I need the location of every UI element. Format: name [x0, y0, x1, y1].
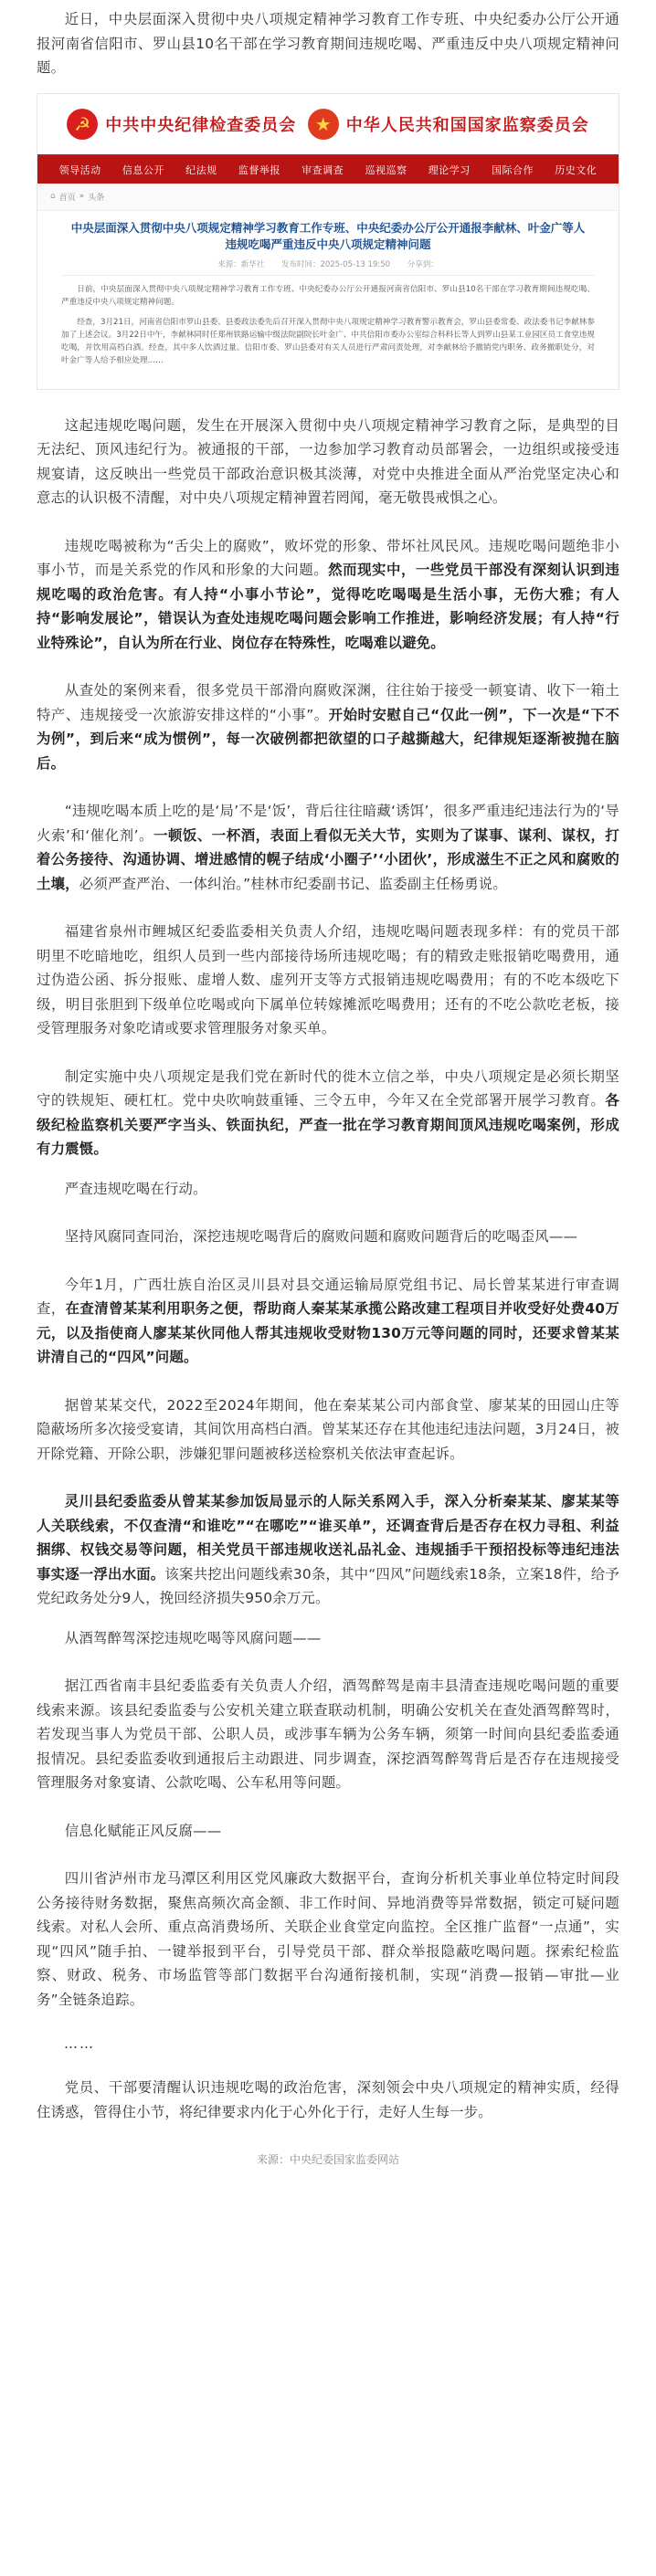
text-run: 制定实施中央八项规定是我们党在新时代的徙木立信之举，中央八项规定是必须长期坚守的铁规矩、硬杠杠。党中央吹响鼓重锤、三令五申，今年又在全党部署开展学习教育。	[37, 1067, 619, 1109]
nav-item: 国际合作	[491, 163, 534, 176]
crumb-separator: »	[79, 192, 85, 201]
figure-meta	[61, 258, 595, 276]
intro-paragraph: 近日，中央层面深入贯彻中央八项规定精神学习教育工作专班、中央纪委办公厅公开通报河南省信阳市、罗山县10名干部在学习教育期间违规吃喝、严重违反中央八项规定精神问题。	[37, 11, 619, 76]
paragraph	[0, 1489, 656, 1611]
nav-item: 领导活动	[58, 163, 101, 176]
crumb-page: 头条	[88, 193, 105, 203]
paragraph: 据江西省南丰县纪委监委有关负责人介绍，酒驾醉驾是南丰县清查违规吃喝问题的重要线索来源。该县纪委监委与公安机关建立联查联动机制，明确公安机关在查处酒驾醉驾时，若发现当事人为党员干部、公职人员，或涉事车辆为公务车辆，须第一时间向县纪委监委通报情况。县纪委监委收到通报后主动跟进、同步调查，深挖酒驾醉驾背后是否存在违规接受管理服务对象宴请、公款吃喝、公车私用等问题。	[37, 1677, 619, 1791]
text-run: “违规吃喝本质上吃的是‘局’不是‘饭’，背后往往暗藏‘诱饵’，很多严重违纪违法行为的‘导火索’和‘催化剂’。	[37, 803, 619, 844]
paragraph	[0, 534, 656, 656]
paragraph	[0, 678, 656, 775]
ellipsis: ……	[64, 2035, 95, 2052]
paragraph: 这起违规吃喝问题，发生在开展深入贯彻中央八项规定精神学习教育之际，是典型的目无法纪、顶风违纪行为。被通报的干部，一边参加学习教育动员部署会，一边组织或接受违规宴请，这反映出一些党员干部政治意识极其淡薄，对党中央推进全面从严治党坚定决心和意志的认识极不清醒，对中央八项规定精神置若罔闻，毫无敬畏戒惧之心。	[37, 416, 619, 506]
paragraph	[0, 1273, 656, 1370]
party-emblem-icon: ☭	[67, 109, 98, 140]
nav-item: 信息公开	[122, 163, 164, 176]
nav-item: 理论学习	[428, 163, 471, 176]
figure-share: 分享到：	[407, 259, 439, 269]
ccdi-org	[67, 109, 296, 140]
figure-body-paragraph: 经查，3月21日，河南省信阳市罗山县委、县委政法委先后召开深入贯彻中央八项规定精神学习教育警示教育会，罗山县委常委、政法委书记李献林参加了上述会议。3月22日中午，李献林同时任郑州铁路运输中级法院副院长叶金广、中共信阳市委办公室综合科科长等人到罗山县某工业园区员工食堂违规吃喝，并饮用高档白酒。经查，其中多人饮酒过量。信阳市委、罗山县委对有关人员进行严肃问责处理，对李献林给予撤销党内职务、政务撤职处分，对叶金广等人给予相应处理……	[61, 317, 595, 365]
nav-item: 巡视巡察	[365, 163, 407, 176]
paragraph: 福建省泉州市鲤城区纪委监委相关负责人介绍，违规吃喝问题表现多样：有的党员干部明里不吃暗地吃，组织人员到一些内部接待场所违规吃喝；有的精致走账报销吃喝费用，通过伪造公函、拆分报账、虚增人数、虚列开支等方式报销违规吃喝费用；有的不吃本级吃下级，明目张胆到下级单位吃喝或向下属单位转嫁摊派吃喝费用；还有的不吃公款吃老板，接受管理服务对象吃请或要求管理服务对象买单。	[37, 923, 619, 1036]
figure-body	[37, 276, 619, 389]
bold-run: 灵川县纪委监委从曾某某参加饭局显示的人际关系网入手，深入分析秦某某、廖某某等人关联线索，不仅查清“和谁吃”“在哪吃”“谁买单”，还调查背后是否存在权力寻租、利益捆绑、权钱交易等问题，相关党员干部违规收送礼品礼金、违规插手干预招投标等违纪违法事实逐一浮出水面。	[37, 1493, 619, 1582]
text-run: 今年1月，广西壮族自治区灵川县对县交通运输局原党组书记、局长曾某某进行审查调查，	[37, 1276, 619, 1317]
nav-item: 审查调查	[302, 163, 344, 176]
paragraph	[0, 799, 656, 896]
article-figure	[37, 93, 619, 390]
figure-time: 发布时间：2025-05-13 19:50	[280, 259, 391, 269]
bold-run: 在查清曾某某利用职务之便，帮助商人秦某某承揽公路改建工程项目并收受好处费40万元，以及指使商人廖某某伙同他人帮其违规收受财物130万元等问题的同时，还要求曾某某讲清自己的“四风”问题。	[37, 1300, 620, 1365]
section-heading: 信息化赋能正风反腐——	[64, 1822, 222, 1839]
bold-run: 各级纪检监察机关要严字当头、铁面执纪，严查一批在学习教育期间顶风违规吃喝案例，形成有力震慑。	[37, 1092, 619, 1157]
closing-paragraph: 党员、干部要清醒认识违规吃喝的政治危害，深刻领会中央八项规定的精神实质，经得住诱惑，管得住小节，将纪律要求内化于心外化于行，走好人生每一步。	[37, 2079, 619, 2120]
nav-item: 历史文化	[555, 163, 598, 176]
nav-item: 纪法规	[185, 163, 217, 176]
paragraph: 据曾某某交代，2022至2024年期间，他在秦某某公司内部食堂、廖某某的田园山庄等隐蔽场所多次接受宴请，其间饮用高档白酒。曾某某还存在其他违纪违法问题，3月24日，被开除党籍、开除公职，涉嫌犯罪问题被移送检察机关依法审查起诉。	[37, 1396, 620, 1462]
section-heading: 坚持风腐同查同治，深挖违规吃喝背后的腐败问题和腐败问题背后的吃喝歪风——	[64, 1228, 578, 1245]
figure-source: 来源：新华社	[217, 259, 265, 269]
section-heading: 严查违规吃喝在行动。	[64, 1180, 207, 1197]
text-run: 从查处的案例来看，很多党员干部滑向腐败深渊，往往始于接受一顿宴请、收下一箱土特产、违规接受一次旅游安排这样的“小事”。	[37, 682, 619, 723]
bold-run: 然而现实中，一些党员干部没有深刻认识到违规吃喝的政治危害。有人持“小事小节论”，觉得吃吃喝喝是生活小事，无伤大雅；有人持“影响发展论”，错误认为查处违规吃喝问题会影响工作推进，影响经济发展；有人持“行业特殊论”，自认为所在行业、岗位存在特殊性，吃喝难以避免。	[37, 562, 619, 651]
nsc-org	[308, 109, 589, 140]
figure-nav	[37, 156, 619, 184]
text-run: 该案共挖出问题线索30条，其中“四风”问题线索18条，立案18件，给予党纪政务处分9人，挽回经济损失950余万元。	[37, 1565, 619, 1606]
bold-run: 一顿饭、一杯酒，表面上看似无关大节，实则为了谋事、谋利、谋权，打着公务接待、沟通协调、增进感情的幌子结成‘小圈子’‘小团伙’，形成滋生不正之风和腐败的土壤，	[37, 826, 619, 892]
bold-run: 开始时安慰自己“仅此一例”，下一次是“下不为例”，到后来“成为惯例”，每一次破例都把欲望的口子越撕越大，纪律规矩逐渐被抛在脑后。	[37, 706, 620, 772]
home-icon: ⌂	[50, 192, 56, 201]
figure-banner	[37, 94, 619, 156]
figure-body-paragraph: 日前，中央层面深入贯彻中央八项规定精神学习教育工作专班、中央纪委办公厅公开通报河南省信阳市、罗山县10名干部在学习教育期间违规吃喝、严重违反中央八项规定精神问题。	[61, 284, 595, 307]
crumb-home: 首页	[58, 193, 76, 203]
text-run: 必须严查严治、一体纠治。”桂林市纪委副书记、监委副主任杨勇说。	[79, 875, 507, 892]
section-heading: 从酒驾醉驾深挖违规吃喝等风腐问题——	[64, 1629, 322, 1646]
nav-item: 监督举报	[238, 163, 280, 176]
ccdi-name: 中共中央纪律检查委员会	[105, 115, 297, 135]
figure-breadcrumb	[37, 184, 619, 211]
paragraph: 四川省泸州市龙马潭区利用区党风廉政大数据平台，查询分析机关事业单位特定时间段公务接待财务数据，聚焦高频次高金额、非工作时间、异地消费等异常数据，锁定可疑问题线索。对私人会所、重点高消费场所、关联企业食堂定向监控。全区推广监督“一点通”，实现“四风”随手拍、一键举报到平台，引导党员干部、群众举报隐蔽吃喝问题。探索纪检监察、财政、税务、市场监管等部门数据平台沟通衔接机制，实现“消费—报销—审批—业务”全链条追踪。	[37, 1870, 619, 2008]
nsc-name: 中华人民共和国国家监察委员会	[345, 115, 589, 135]
figure-title: 中央层面深入贯彻中央八项规定精神学习教育工作专班、中央纪委办公厅公开通报李献林、叶金广等人违规吃喝严重违反中央八项规定精神问题	[70, 220, 586, 251]
text-run: 违规吃喝被称为“舌尖上的腐败”，败坏党的形象、带坏社风民风。违规吃喝问题绝非小事小节，而是关系党的作风和形象的大问题。	[37, 537, 619, 578]
source-credit: 来源：中央纪委国家监委网站	[256, 2153, 399, 2166]
paragraph	[0, 1065, 656, 1162]
national-emblem-icon: ★	[308, 109, 339, 140]
